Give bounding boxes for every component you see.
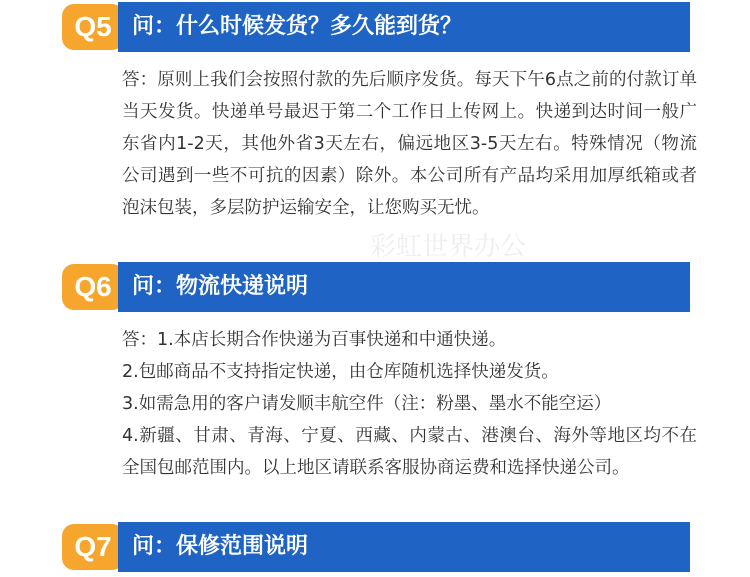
answer-line-3: 3.如需急用的客户请发顺丰航空件（注：粉墨、墨水不能空运） (122, 394, 612, 414)
faq-header-q5 (0, 2, 750, 52)
faq-header-q6 (0, 262, 750, 312)
question-badge: Q6 (62, 264, 124, 310)
answer-line-2: 2.包邮商品不支持指定快递，由仓库随机选择快递发货。 (122, 362, 559, 382)
question-title: 问：保修范围说明 (118, 522, 690, 572)
answer-line-1: 答：1.本店长期合作快递为百事快递和中通快递。 (122, 330, 507, 350)
watermark-title: 彩虹世界办公 (369, 232, 526, 262)
faq-answer-q6 (122, 324, 697, 484)
faq-answer-q5 (122, 64, 697, 224)
question-title: 问：什么时候发货？多久能到货？ (118, 2, 690, 52)
answer-line-4: 4.新疆、甘肃、青海、宁夏、西藏、内蒙古、港澳台、海外等地区均不在全国包邮范围内。以上地区请联系客服协商运费和选择快递公司。 (122, 426, 697, 478)
answer-text: 答：原则上我们会按照付款的先后顺序发货。每天下午6点之前的付款订单当天发货。快递单号最迟于第二个工作日上传网上。快递到达时间一般广东省内1-2天，其他外省3天左右，偏远地区3-5天左右。特殊情况（物流公司遇到一些不可抗的因素）除外。本公司所有产品均采用加厚纸箱或者泡沫包装，多层防护运输安全，让您购买无忧。 (122, 70, 697, 218)
faq-header-q7 (0, 522, 750, 572)
question-badge: Q7 (62, 524, 124, 570)
question-title: 问：物流快递说明 (118, 262, 690, 312)
question-badge: Q5 (62, 4, 124, 50)
